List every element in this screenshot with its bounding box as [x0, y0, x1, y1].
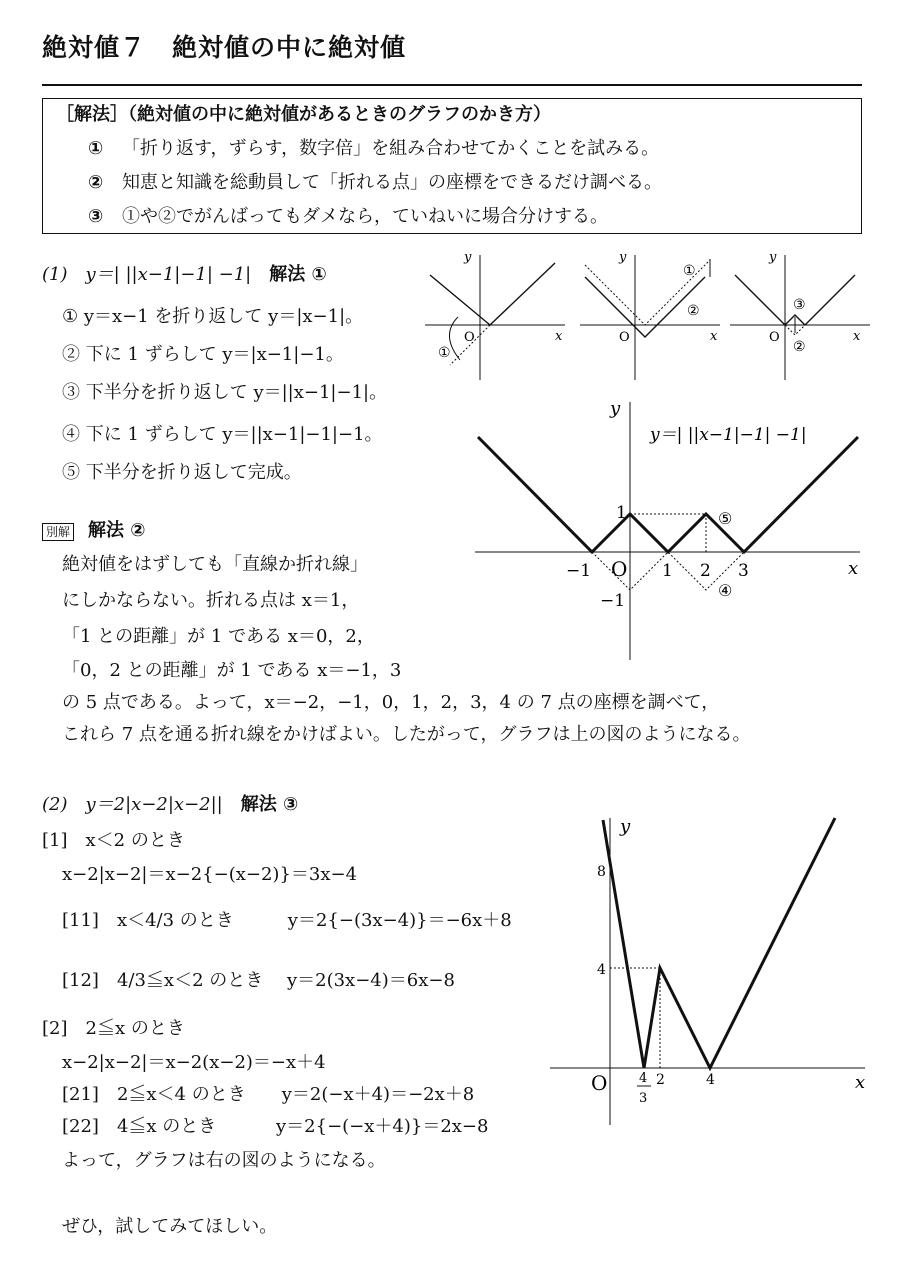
equation-label: y＝| ||x−1|−1| −1|: [650, 425, 807, 445]
method-text: 「折り返す，ずらす，数字倍」を組み合わせてかくことを試みる。: [122, 138, 660, 159]
part2-line: [21] 2≦x＜4 のとき y＝2(−x＋4)＝−2x＋8: [62, 1084, 475, 1105]
part2-line: x−2|x−2|＝x−2{−(x−2)}＝3x−4: [62, 864, 358, 885]
y-label: y: [619, 250, 627, 265]
x-tick-label: 2: [656, 1072, 665, 1088]
mark-label: ①: [683, 263, 696, 279]
small-graph-2: [575, 245, 725, 385]
main-graph-1: [470, 392, 870, 667]
method-item-3: [88, 202, 608, 228]
x-label: x: [855, 1072, 866, 1093]
part2-method: 解法 ③: [240, 794, 299, 815]
method-num: ③: [88, 206, 104, 227]
part2-line: x−2|x−2|＝x−2(x−2)＝−x＋4: [62, 1052, 326, 1073]
graph-line: [430, 263, 555, 325]
tick-label: 1: [616, 503, 627, 523]
method-num: ②: [88, 172, 104, 193]
alt-line-4: 「0，2 との距離」が 1 である x＝−1，3: [62, 660, 402, 681]
part2-line: [12] 4/3≦x＜2 のとき y＝2(3x−4)＝6x−8: [62, 970, 455, 991]
method-text: 知恵と知識を総動員して「折れる点」の座標をできるだけ調べる。: [122, 172, 662, 193]
part2-line: [11] x＜4/3 のとき y＝2{−(3x−4)}＝−6x＋8: [62, 910, 512, 931]
part1-equation: (1) y＝| ||x−1|−1| −1|: [42, 264, 270, 285]
alt-line-6: これら 7 点を通る折れ線をかけばよい。したがって，グラフは上の図のようになる。: [62, 724, 751, 745]
y-tick-label: 4: [597, 962, 606, 978]
method-item-1: [88, 134, 659, 160]
guide-dotted: [630, 514, 706, 552]
graph-line: [478, 437, 858, 552]
closing-text: ぜひ，試してみてほしい。: [62, 1216, 278, 1237]
main-graph-2: [545, 810, 875, 1130]
part1-step-2: ② 下に 1 ずらして y＝|x−1|−1。: [62, 344, 344, 365]
alt-line-3: 「1 との距離」が 1 である x＝0，2，: [62, 626, 375, 647]
fold-arrow: [449, 317, 460, 360]
tick-label: 3: [738, 561, 749, 581]
x-tick-label: 4: [639, 1071, 648, 1086]
part2-header: [42, 790, 298, 816]
x-tick-label: 3: [639, 1091, 648, 1106]
title-divider: [42, 84, 862, 86]
method-box-heading: ［解法］（絶対値の中に絶対値があるときのグラフのかき方）: [56, 104, 551, 125]
x-label: x: [853, 329, 861, 344]
origin-label: O: [464, 330, 475, 345]
y-label: y: [620, 816, 631, 837]
mark-label: ②: [793, 339, 806, 355]
alt-line-2: にしかならない。折れる点は x＝1，: [62, 590, 360, 611]
part2-line: [22] 4≦x のとき y＝2{−(−x＋4)}＝2x−8: [62, 1116, 489, 1137]
part1-step-1: ① y＝x−1 を折り返して y＝|x−1|。: [62, 306, 364, 327]
part1-header: [42, 260, 327, 286]
origin-label: O: [769, 330, 780, 345]
graph-line: [603, 818, 835, 1068]
x-label: x: [848, 558, 859, 579]
part1-method: 解法 ①: [269, 264, 327, 285]
y-label: y: [769, 250, 777, 265]
mark-label: ④: [718, 581, 733, 600]
origin-label: O: [591, 1071, 608, 1095]
mark-label: ③: [793, 297, 806, 313]
origin-label: O: [619, 330, 630, 345]
part1-step-4: ④ 下に 1 ずらして y＝||x−1|−1|−1。: [62, 424, 383, 445]
tick-label: −1: [600, 591, 626, 611]
part2-line: よって，グラフは右の図のようになる。: [62, 1150, 386, 1171]
alt-tag: 別解: [42, 523, 74, 541]
x-label: x: [710, 329, 718, 344]
part1-step-5: ⑤ 下半分を折り返して完成。: [62, 462, 302, 483]
tick-label: 1: [662, 561, 673, 581]
x-label: x: [555, 329, 563, 344]
small-graph-3: [725, 245, 875, 385]
alt-solution-header: [42, 516, 146, 542]
y-tick-label: 8: [597, 864, 606, 880]
mark-label: ②: [687, 303, 700, 319]
method-item-2: [88, 168, 662, 194]
x-tick-label: 4: [706, 1072, 715, 1088]
page-title: 絶対値７ 絶対値の中に絶対値: [42, 33, 407, 62]
part2-equation: (2) y＝2|x−2|x−2||: [42, 794, 241, 815]
y-label: y: [464, 250, 472, 265]
alt-line-5: の 5 点である。よって，x＝−2，−1，0，1，2，3，4 の 7 点の座標を調べて，: [62, 692, 720, 713]
mark-label: ⑤: [718, 509, 733, 528]
alt-method: 解法 ②: [88, 520, 146, 541]
method-text: ①や②でがんばってもダメなら，ていねいに場合分けする。: [122, 206, 608, 227]
part2-line: [2] 2≦x のとき: [42, 1018, 185, 1039]
small-graph-1: [420, 245, 570, 385]
part2-line: [1] x＜2 のとき: [42, 830, 185, 851]
part1-step-3: ③ 下半分を折り返して y＝||x−1|−1|。: [62, 382, 388, 403]
origin-label: O: [611, 557, 628, 581]
method-num: ①: [88, 138, 104, 159]
alt-line-1: 絶対値をはずしても「直線か折れ線」: [62, 554, 368, 575]
y-label: y: [610, 398, 621, 419]
tick-label: −1: [566, 561, 592, 581]
tick-label: 2: [700, 561, 711, 581]
mark-label: ①: [438, 345, 451, 361]
